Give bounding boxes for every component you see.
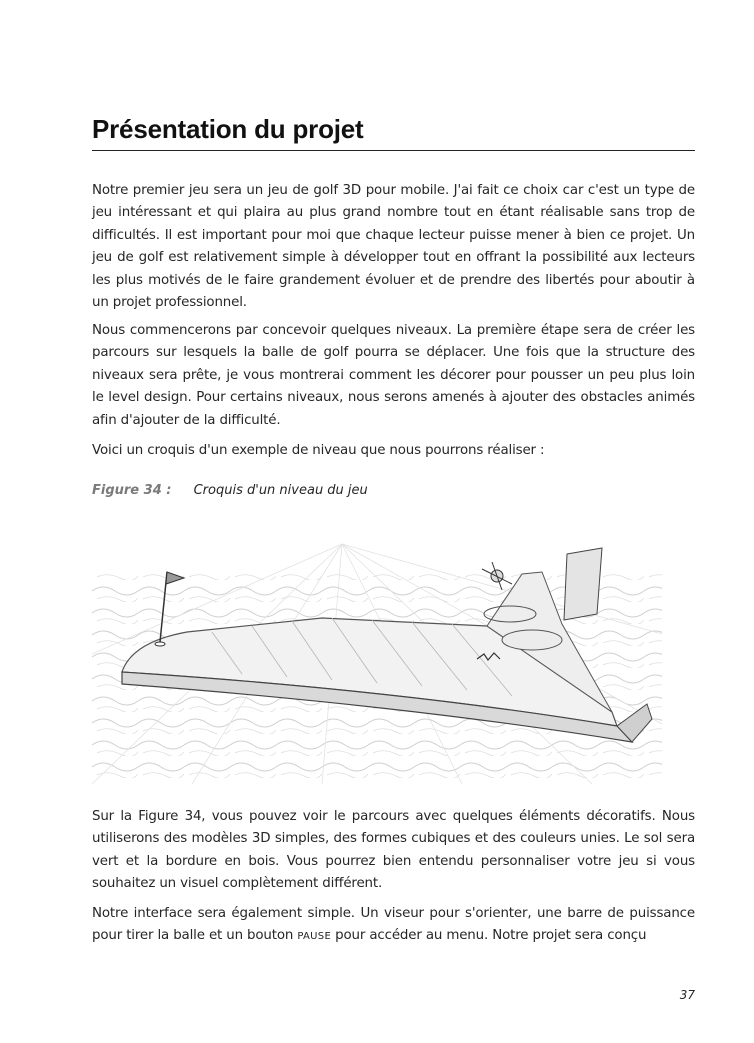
figure-label: Figure 34 : (92, 483, 172, 498)
paragraph-figure-description: Sur la Figure 34, vous pouvez voir le parcours avec quelques éléments décoratifs. Nous utiliserons des modèles 3D simples, des formes cubiques et des couleurs unies. Le sol sera vert et la bordure en bois. Vous pourrez bien entendu personnaliser votre jeu si vous souhaitez un visuel complètement différent. (92, 809, 695, 892)
figure-caption-text: Croquis d'un niveau du jeu (193, 483, 368, 498)
hole (155, 642, 165, 646)
golf-level-sketch-drawing (92, 514, 662, 784)
page-title: Présentation du projet (92, 114, 364, 144)
golf-level-sketch (92, 514, 662, 784)
obstacle-disc (502, 630, 562, 650)
tower-block (564, 548, 602, 620)
paragraph-intro: Notre premier jeu sera un jeu de golf 3D pour mobile. J'ai fait ce choix car c'est un type de jeu intéressant et qui plaira au plus grand nombre tout en étant réalisable sans trop de difficultés. Il est important pour moi que chaque lecteur puisse mener à bien ce projet. Un jeu de golf est relativement simple à développer tout en offrant la possibilité aux lecteurs les plus motivés de le faire grandement évoluer et de prendre des libertés pour aboutir à un projet professionnel. (92, 183, 695, 311)
title-underline (92, 150, 695, 151)
pause-keyword: PAUSE (297, 931, 332, 943)
paragraph-sketch-intro: Voici un croquis d'un exemple de niveau que nous pourrons réaliser : (92, 443, 545, 458)
figure-caption (92, 480, 368, 502)
interface-text-end: pour accéder au menu. Notre projet sera conçu (331, 928, 647, 944)
paragraph-interface (92, 903, 695, 949)
page-number: 37 (679, 988, 695, 1002)
paragraph-levels: Nous commencerons par concevoir quelques niveaux. La première étape sera de créer les parcours sur lesquels la balle de golf pourra se déplacer. Une fois que la structure des niveaux sera prête, je vous montrerai comment les décorer pour pousser un peu plus loin le level design. Pour certains niveaux, nous serons amenés à ajouter des obstacles animés afin d'ajouter de la difficulté. (92, 323, 695, 428)
interface-text-start: Notre interface sera également simple. Un viseur pour s'orienter, une barre de puissance pour tirer la balle et un bouton (92, 906, 695, 944)
